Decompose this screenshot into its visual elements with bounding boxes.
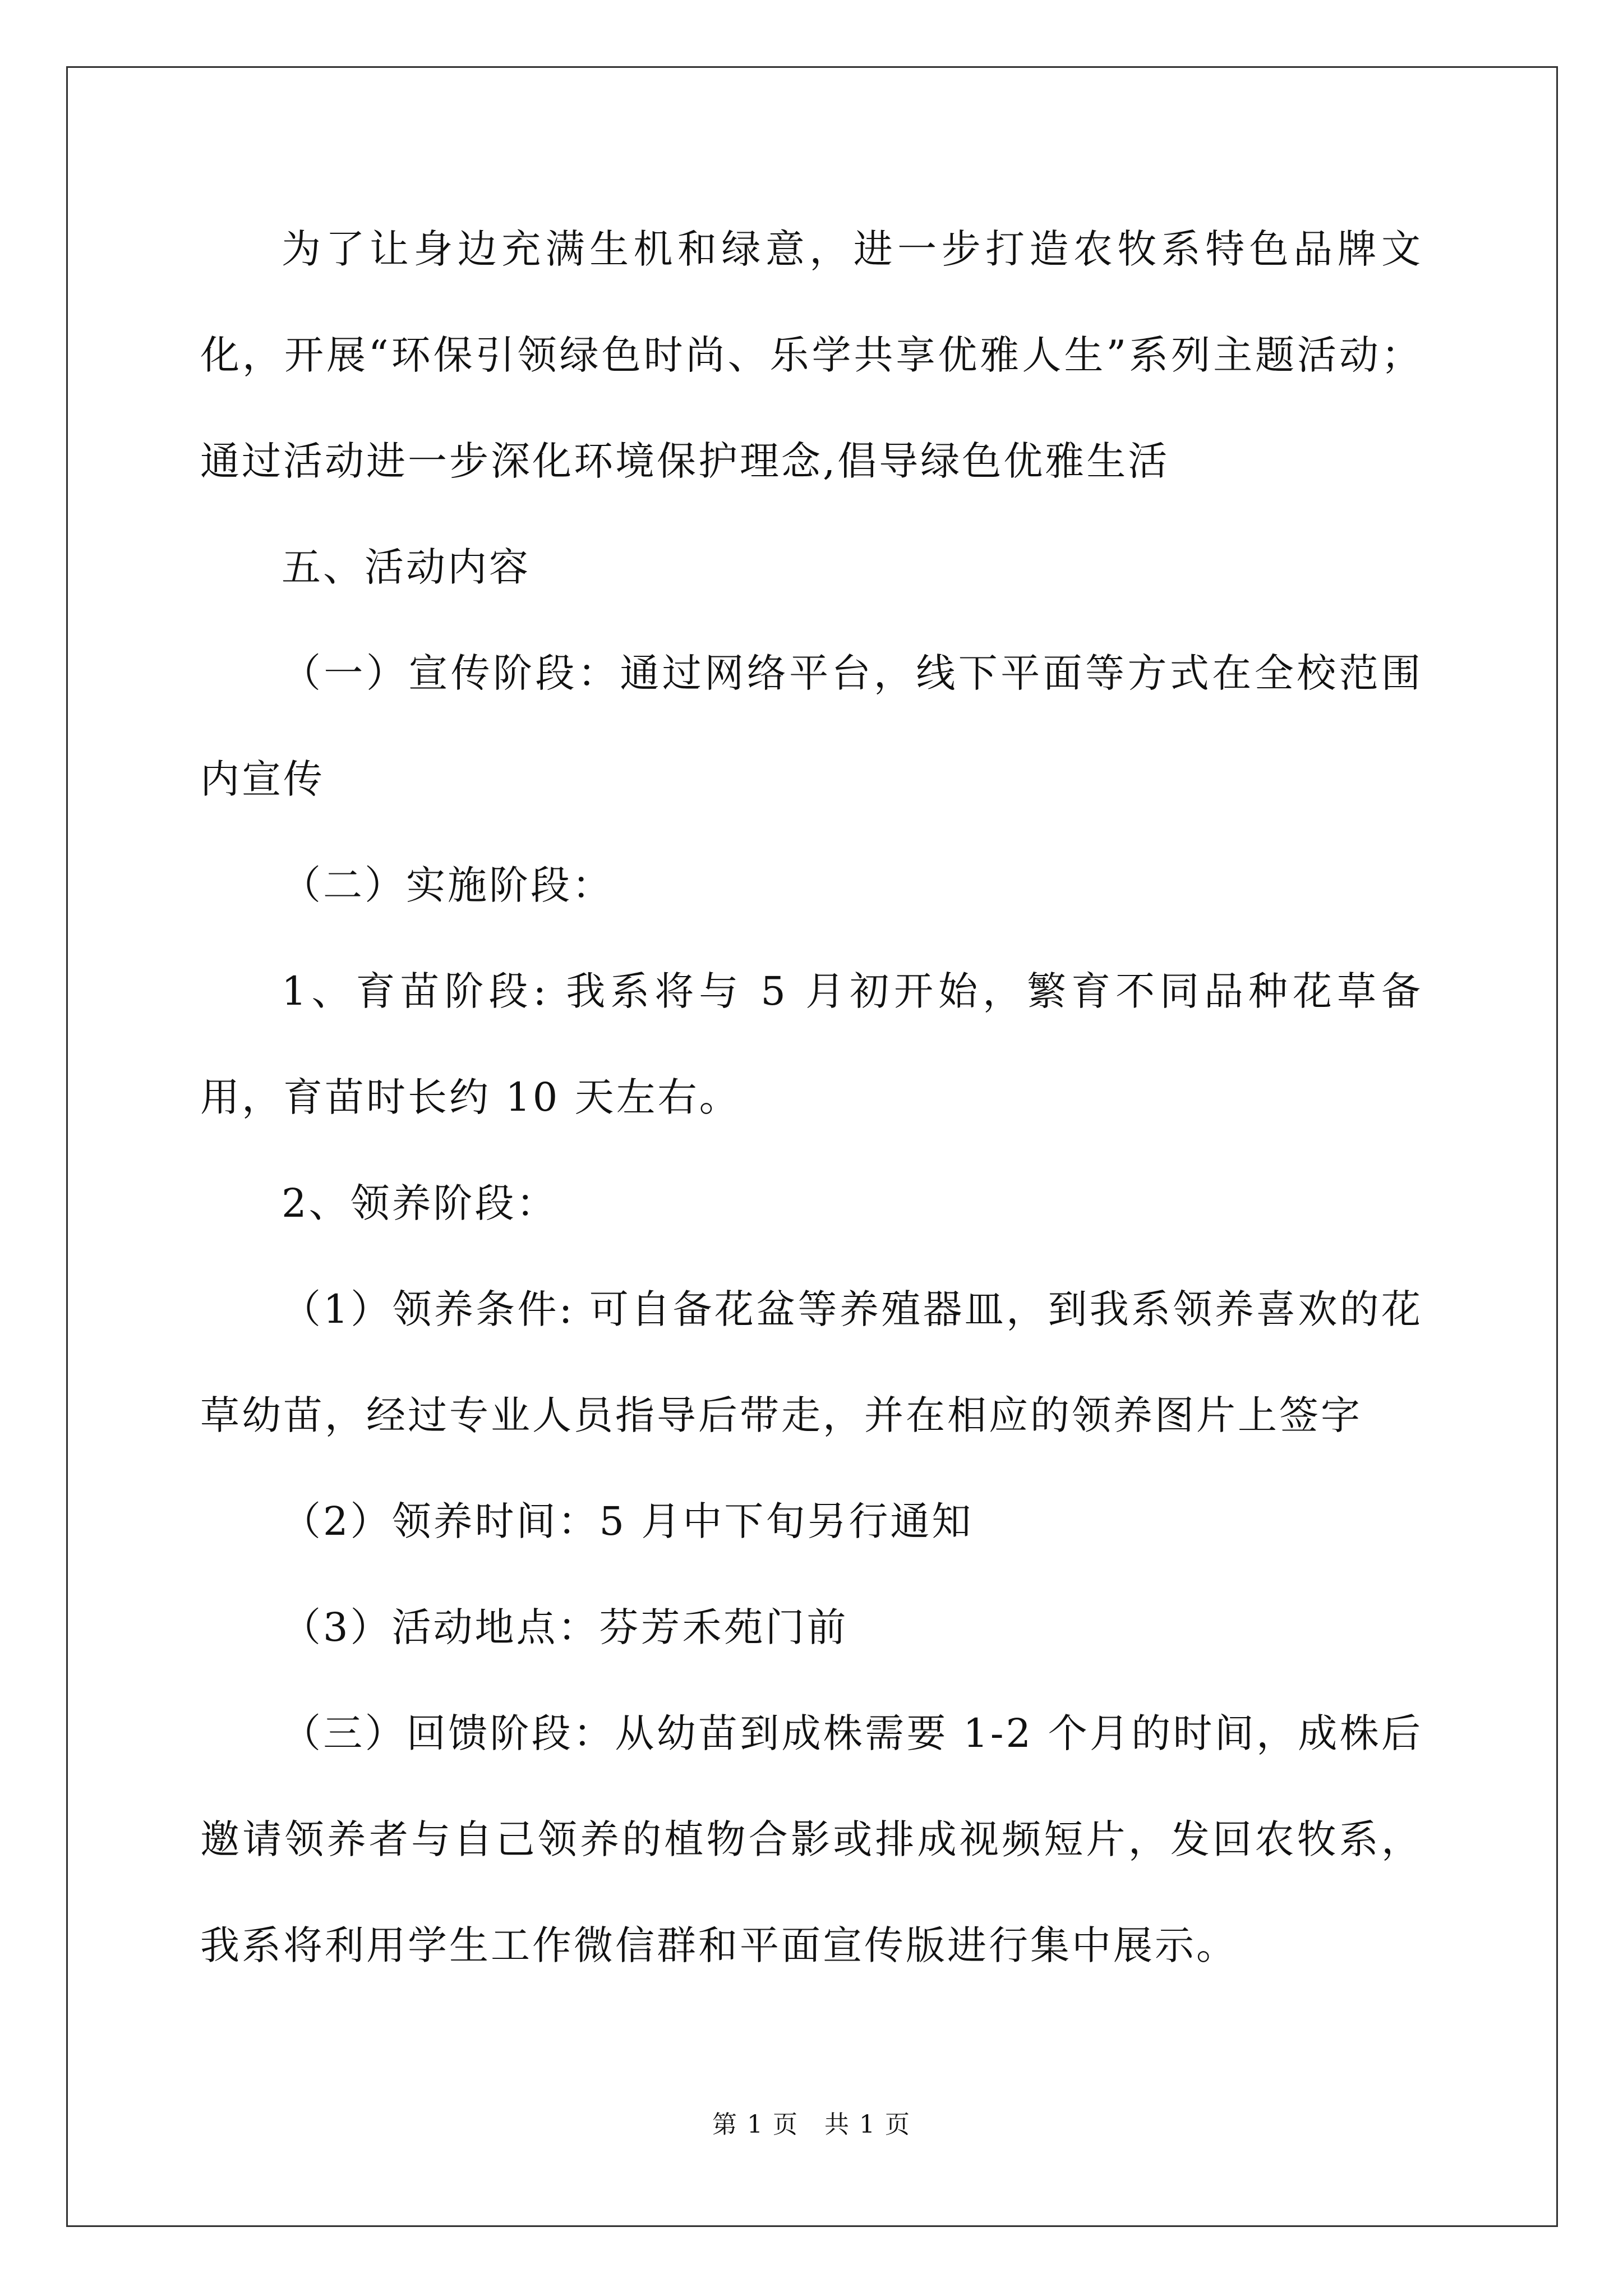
paragraph-feedback-stage: （三）回馈阶段：从幼苗到成株需要 1-2 个月的时间，成株后邀请领养者与自己领养的植物合影或排成视频短片，发回农牧系，我系将利用学生工作微信群和平面宣传版进行集中展示。 (200, 1710, 1423, 1968)
paragraph-implementation-stage: （二）实施阶段： (282, 862, 614, 908)
page-number-footer: 第 1 页 共 1 页 (712, 2110, 911, 2139)
section-heading-activity-content: 五、活动内容 (282, 544, 531, 590)
paragraph-publicity-stage: （一）宣传阶段：通过网络平台，线下平面等方式在全校范围内宣传 (200, 650, 1423, 802)
paragraph-seedling-stage: 1、育苗阶段: 我系将与 5 月初开始，繁育不同品种花草备用，育苗时长约 10 天左右。 (200, 968, 1423, 1120)
document-body (200, 196, 1423, 1999)
paragraph-adoption-time: （2）领养时间：5 月中下旬另行通知 (282, 1498, 974, 1544)
paragraph-adoption-conditions: （1）领养条件: 可自备花盆等养殖器皿，到我系领养喜欢的花草幼苗，经过专业人员指导后带走，并在相应的领养图片上签字 (200, 1286, 1423, 1438)
paragraph-activity-location: （3）活动地点：芬芳禾苑门前 (282, 1604, 849, 1650)
paragraph-adoption-stage: 2、领养阶段： (282, 1180, 558, 1226)
paragraph-intro: 为了让身边充满生机和绿意，进一步打造农牧系特色品牌文化，开展“环保引领绿色时尚、乐学共享优雅人生”系列主题活动；通过活动进一步深化环境保护理念,倡导绿色优雅生活 (200, 226, 1423, 484)
